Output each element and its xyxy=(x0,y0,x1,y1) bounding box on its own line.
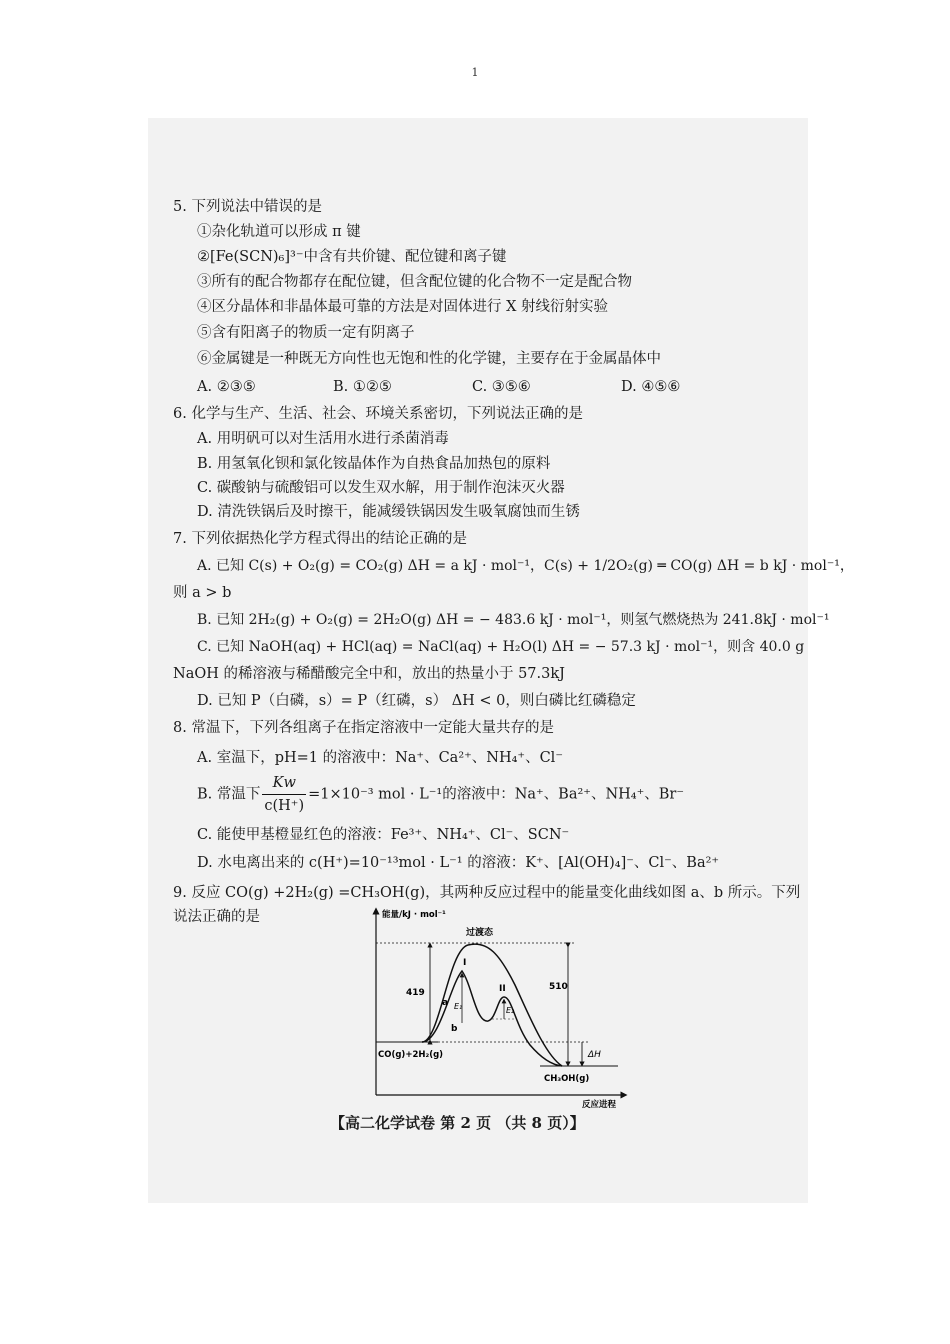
q5-item-5: ⑤含有阳离子的物质一定有阴离子 xyxy=(197,325,415,341)
fraction-denominator: c(H⁺) xyxy=(264,798,305,814)
q5-item-3: ③所有的配合物都存在配位键，但含配位键的化合物不一定是配合物 xyxy=(197,274,632,290)
q8-stem: 8. 常温下，下列各组离子在指定溶液中一定能大量共存的是 xyxy=(173,720,554,736)
q7-stem: 7. 下列依据热化学方程式得出的结论正确的是 xyxy=(173,531,467,547)
q8-option-d: D. 水电离出来的 c(H⁺)=10⁻¹³mol · L⁻¹ 的溶液：K⁺、[Al(OH)₄]⁻、Cl⁻、Ba²⁺ xyxy=(197,855,720,871)
q7-option-a-line2: 则 a > b xyxy=(173,585,232,601)
y-axis-label: 能量/kJ · mol⁻¹ xyxy=(382,910,446,920)
x-axis-label: 反应进程 xyxy=(582,1100,617,1110)
transition-state-label: 过渡态 xyxy=(466,928,494,938)
q6-option-b: B. 用氢氧化钡和氯化铵晶体作为自热食品加热包的原料 xyxy=(197,456,551,472)
q5-option-b: B. ①②⑤ xyxy=(333,379,392,395)
q5-option-a: A. ②③⑤ xyxy=(197,379,256,395)
q5-item-2: ②[Fe(SCN)₆]³⁻中含有共价键、配位键和离子键 xyxy=(197,249,507,265)
q6-option-c: C. 碳酸钠与硫酸铝可以发生双水解，用于制作泡沫灭火器 xyxy=(197,480,565,496)
q6-option-a: A. 用明矾可以对生活用水进行杀菌消毒 xyxy=(197,431,449,447)
q5-item-4: ④区分晶体和非晶体最可靠的方法是对固体进行 X 射线衍射实验 xyxy=(197,299,609,315)
q9-stem-line1: 9. 反应 CO(g) +2H₂(g) =CH₃OH(g)，其两种反应过程中的能量变化曲线如图 a、b 所示。下列 xyxy=(173,885,801,901)
e2-label: E₂ xyxy=(506,1006,515,1015)
curve-b-label: b xyxy=(451,1024,458,1034)
peak-2-label: II xyxy=(499,984,506,994)
e1-label: E₁ xyxy=(454,1002,463,1011)
q6-stem: 6. 化学与生产、生活、社会、环境关系密切，下列说法正确的是 xyxy=(173,406,583,422)
q8-option-b xyxy=(197,772,684,817)
q7-option-a-line1: A. 已知 C(s) + O₂(g) = CO₂(g) ΔH = a kJ · mol⁻¹，C(s) + 1/2O₂(g) ═ CO(g) ΔH = b kJ · mol⁻¹， xyxy=(197,558,854,574)
curve-a-label: a xyxy=(442,998,449,1008)
fraction-numerator: Kw xyxy=(262,772,306,795)
delta-h-label: ΔH xyxy=(588,1050,601,1060)
q5-option-d: D. ④⑤⑥ xyxy=(621,379,681,395)
q8-option-b-prefix: B. 常温下 xyxy=(197,786,261,803)
q8-option-c: C. 能使甲基橙显红色的溶液：Fe³⁺、NH₄⁺、Cl⁻、SCN⁻ xyxy=(197,827,570,843)
page-number: 1 xyxy=(471,66,479,79)
q5-stem: 5. 下列说法中错误的是 xyxy=(173,199,322,215)
energy-diagram xyxy=(360,905,630,1110)
reactant-label: CO(g)+2H₂(g) xyxy=(378,1050,444,1060)
q5-item-6: ⑥金属键是一种既无方向性也无饱和性的化学键，主要存在于金属晶体中 xyxy=(197,351,661,367)
q7-option-b: B. 已知 2H₂(g) + O₂(g) = 2H₂O(g) ΔH = − 483.6 kJ · mol⁻¹，则氢气燃烧热为 241.8kJ · mol⁻¹ xyxy=(197,612,830,628)
q8-option-a: A. 室温下，pH=1 的溶液中：Na⁺、Ca²⁺、NH₄⁺、Cl⁻ xyxy=(197,750,563,766)
value-510: 510 xyxy=(549,982,568,992)
q7-option-c-line2: NaOH 的稀溶液与稀醋酸完全中和，放出的热量小于 57.3kJ xyxy=(173,666,565,682)
q7-option-c-line1: C. 已知 NaOH(aq) + HCl(aq) = NaCl(aq) + H₂O(l) ΔH = − 57.3 kJ · mol⁻¹，则含 40.0 g xyxy=(197,639,805,655)
q5-item-1: ①杂化轨道可以形成 π 键 xyxy=(197,224,361,240)
q7-option-d: D. 已知 P（白磷，s）= P（红磷，s） ΔH < 0，则白磷比红磷稳定 xyxy=(197,693,636,709)
value-419: 419 xyxy=(406,988,425,998)
q6-option-d: D. 清洗铁锅后及时擦干，能减缓铁锅因发生吸氧腐蚀而生锈 xyxy=(197,504,580,520)
product-label: CH₃OH(g) xyxy=(544,1074,590,1084)
q8-option-b-suffix: =1×10⁻³ mol · L⁻¹的溶液中：Na⁺、Ba²⁺、NH₄⁺、Br⁻ xyxy=(308,786,684,803)
q9-stem-line2: 说法正确的是 xyxy=(173,909,260,925)
kw-fraction xyxy=(262,772,306,817)
page-footer: 【高二化学试卷 第 2 页 （共 8 页）】 xyxy=(330,1114,585,1132)
peak-1-label: I xyxy=(463,958,467,968)
q5-option-c: C. ③⑤⑥ xyxy=(472,379,531,395)
